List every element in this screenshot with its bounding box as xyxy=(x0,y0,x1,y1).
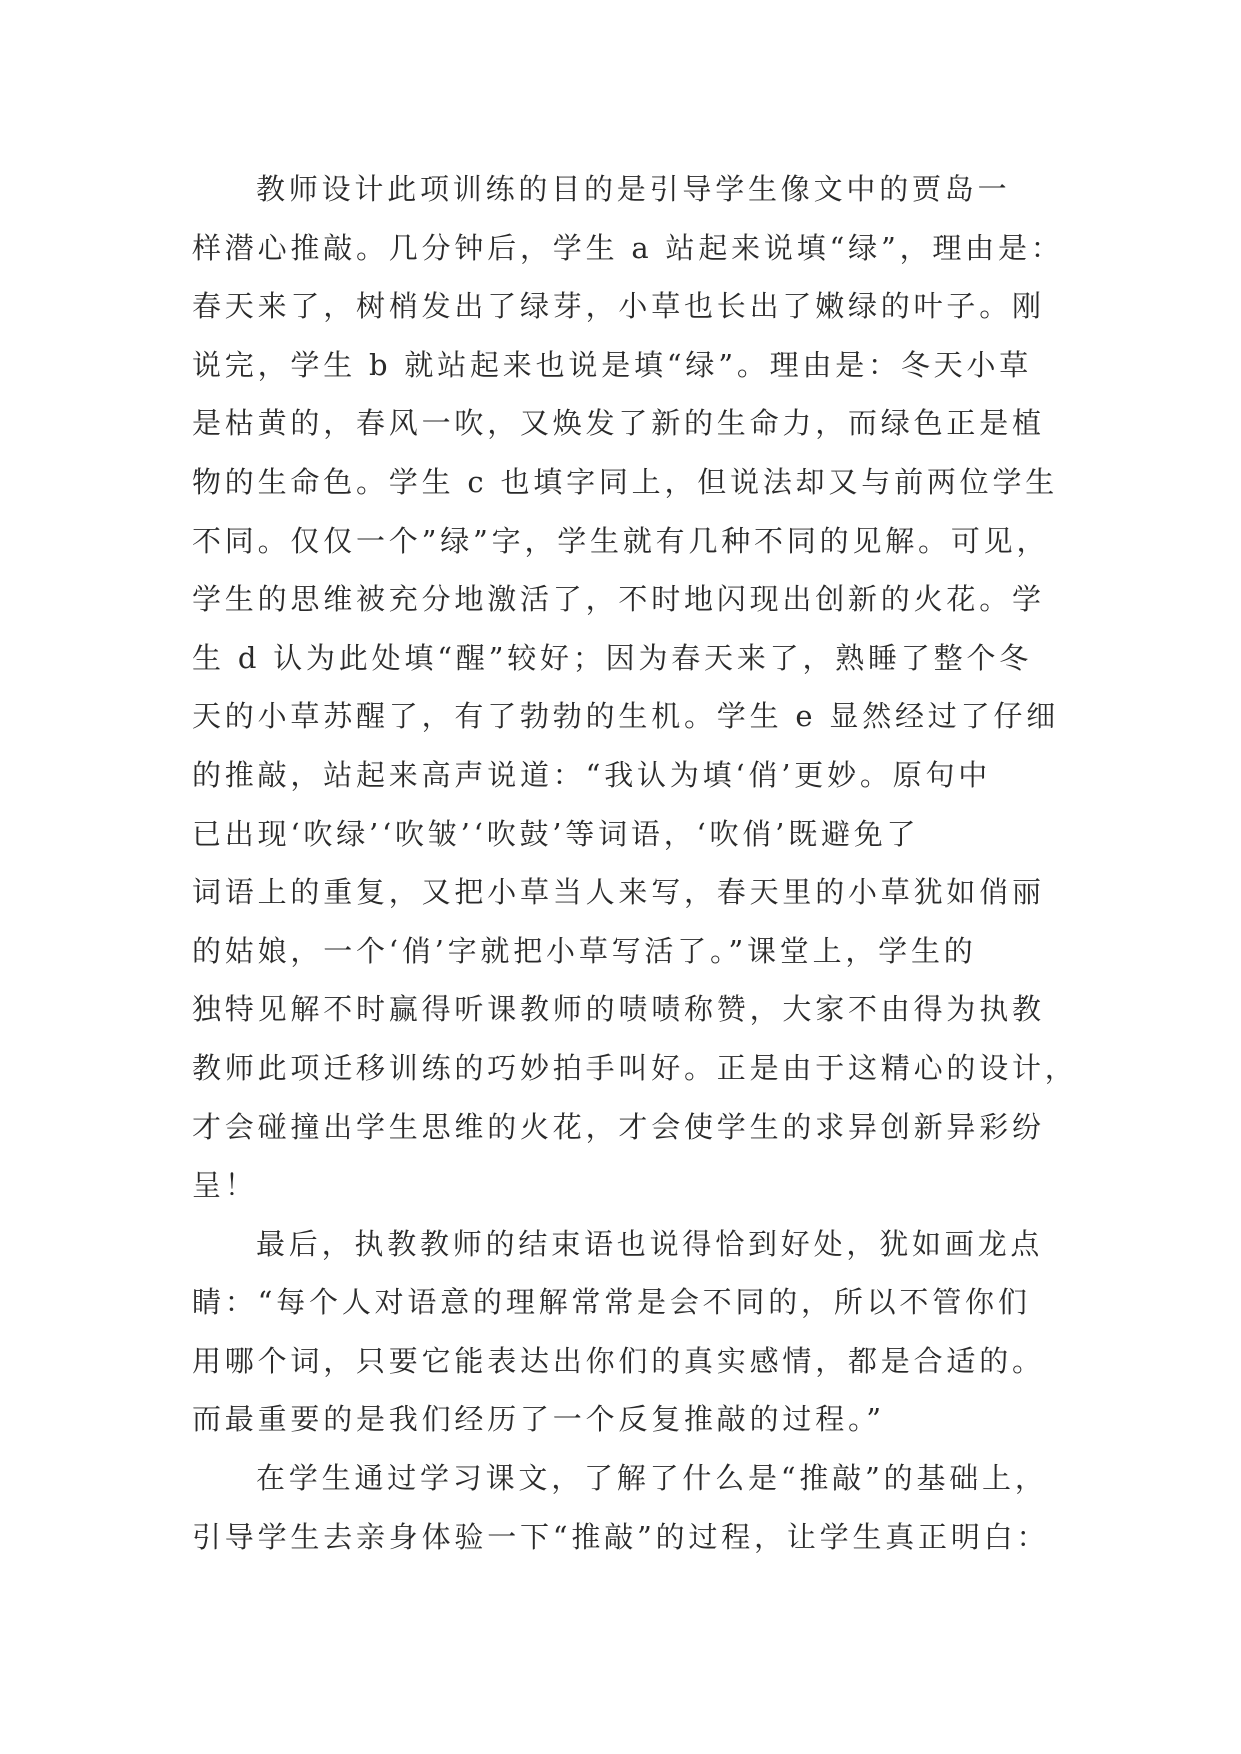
text-line: 是枯黄的，春风一吹，又焕发了新的生命力，而绿色正是植 xyxy=(192,406,1045,441)
document-body xyxy=(192,160,1078,1566)
text-line: 词语上的重复，又把小草当人来写，春天里的小草犹如俏丽 xyxy=(192,875,1045,910)
text-line: 才会碰撞出学生思维的火花，才会使学生的求异创新异彩纷 xyxy=(192,1109,1045,1144)
text-line: 说完，学生 b 就站起来也说是填“绿”。理由是：冬天小草 xyxy=(192,347,1033,382)
text-line: 样潜心推敲。几分钟后，学生 a 站起来说填“绿”，理由是： xyxy=(192,230,1064,265)
paragraph-3 xyxy=(192,1449,1052,1566)
text-line: 引导学生去亲身体验一下“推敲”的过程，让学生真正明白： xyxy=(192,1519,1050,1554)
text-line: 物的生命色。学生 c 也填字同上，但说法却又与前两位学生 xyxy=(192,464,1059,499)
text-line: 最后，执教教师的结束语也说得恰到好处，犹如画龙点 xyxy=(256,1226,1044,1261)
text-line: 呈！ xyxy=(192,1168,258,1203)
text-line: 不同。仅仅一个”绿”字，学生就有几种不同的见解。可见， xyxy=(192,523,1050,558)
text-line: 而最重要的是我们经历了一个反复推敲的过程。” xyxy=(192,1402,885,1437)
paragraph-1 xyxy=(192,160,1078,1215)
text-line: 独特见解不时赢得听课教师的啧啧称赞，大家不由得为执教 xyxy=(192,992,1045,1027)
text-line: 的推敲，站起来高声说道：“我认为填‘俏’更妙。原句中 xyxy=(192,757,992,792)
paragraph-2 xyxy=(192,1215,1052,1449)
text-line: 睛：“每个人对语意的理解常常是会不同的，所以不管你们 xyxy=(192,1285,1031,1320)
text-line: 春天来了，树梢发出了绿芽，小草也长出了嫩绿的叶子。刚 xyxy=(192,289,1045,324)
text-line: 教师此项迁移训练的巧妙拍手叫好。正是由于这精心的设计， xyxy=(192,1050,1078,1085)
text-line: 在学生通过学习课文，了解了什么是“推敲”的基础上， xyxy=(256,1461,1048,1496)
text-line: 生 d 认为此处填“醒”较好；因为春天来了，熟睡了整个冬 xyxy=(192,640,1033,675)
text-line: 已出现‘吹绿’‘吹皱’‘吹鼓’等词语，‘吹俏’既避免了 xyxy=(192,816,920,851)
text-line: 的姑娘，一个‘俏’字就把小草写活了。”课堂上，学生的 xyxy=(192,933,977,968)
text-line: 天的小草苏醒了，有了勃勃的生机。学生 e 显然经过了仔细 xyxy=(192,699,1059,734)
text-line: 教师设计此项训练的目的是引导学生像文中的贾岛一 xyxy=(256,172,1011,206)
text-line: 学生的思维被充分地激活了，不时地闪现出创新的火花。学 xyxy=(192,582,1045,617)
text-line: 用哪个词，只要它能表达出你们的真实感情，都是合适的。 xyxy=(192,1343,1045,1378)
